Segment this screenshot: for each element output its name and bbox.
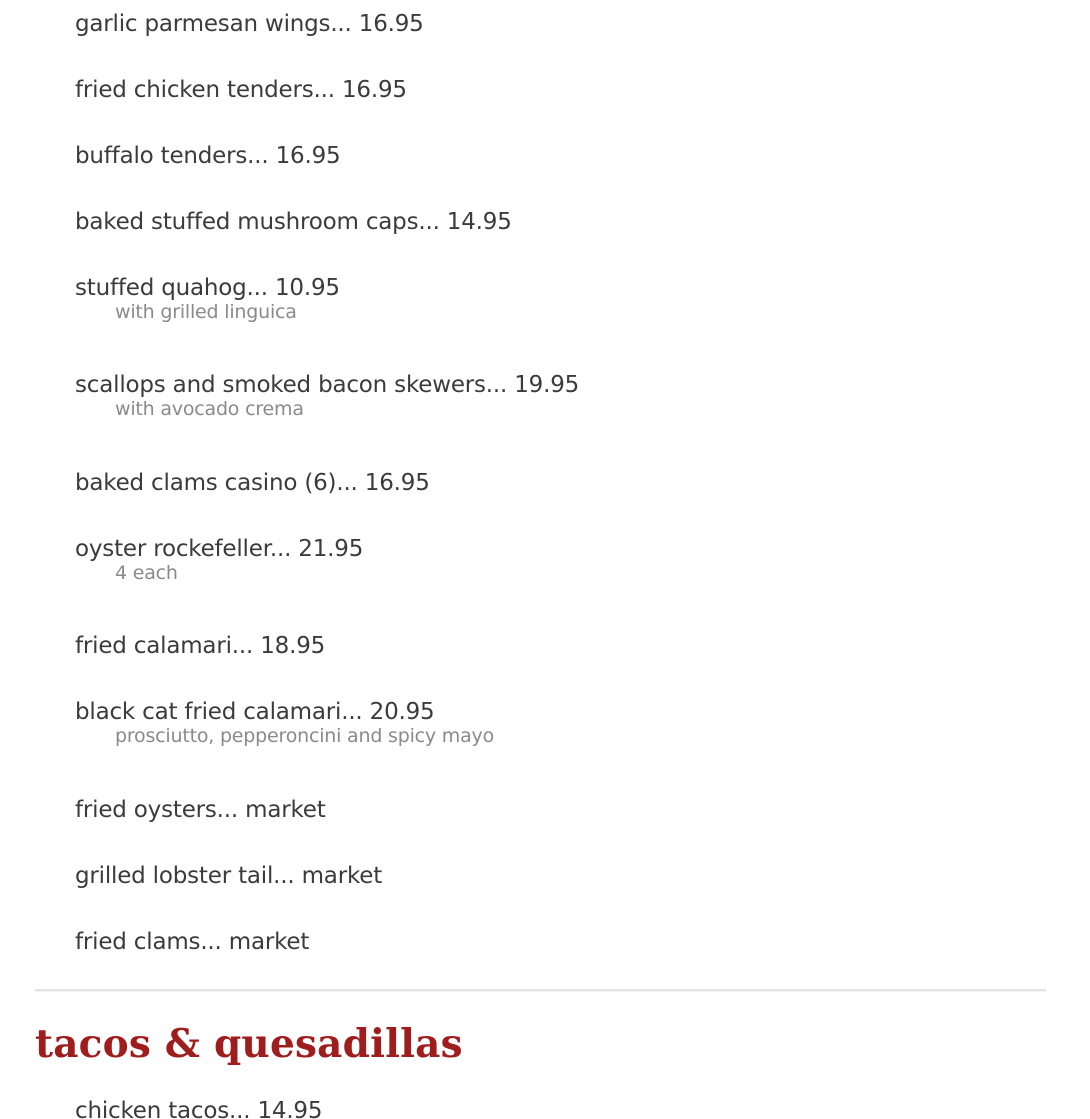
menu-item-title: baked stuffed mushroom caps... 14.95 — [75, 209, 512, 235]
menu-item-title: garlic parmesan wings... 16.95 — [75, 11, 424, 37]
menu-item-garlic-parmesan-wings — [75, 0, 1035, 48]
menu-item-title: fried clams... market — [75, 929, 310, 955]
menu-item-black-cat-fried-calamari — [75, 688, 1035, 747]
menu-item-baked-clams-casino — [75, 459, 1035, 507]
menu-item-scallops-bacon-skewers — [75, 361, 1035, 420]
menu-item-title: fried chicken tenders... 16.95 — [75, 77, 407, 103]
menu-item-buffalo-tenders — [75, 132, 1035, 180]
menu-item-description: with grilled linguica — [115, 301, 297, 323]
menu-item-fried-chicken-tenders — [75, 66, 1035, 114]
menu-item-fried-calamari — [75, 622, 1035, 670]
menu-item-title: grilled lobster tail... market — [75, 863, 383, 889]
menu-item-grilled-lobster-tail — [75, 852, 1035, 900]
menu-item-title: fried calamari... 18.95 — [75, 633, 326, 659]
menu-item-title: scallops and smoked bacon skewers... 19.95 — [75, 372, 580, 398]
menu-item-title: oyster rockefeller... 21.95 — [75, 536, 364, 562]
menu-item-title: stuffed quahog... 10.95 — [75, 275, 340, 301]
menu-item-title: black cat fried calamari... 20.95 — [75, 699, 435, 725]
menu-item-title: chicken tacos... 14.95 — [75, 1098, 323, 1119]
menu-item-description: with avocado crema — [115, 398, 304, 420]
menu-item-description: prosciutto, pepperoncini and spicy mayo — [115, 725, 495, 747]
menu-item-fried-oysters — [75, 786, 1035, 834]
section-divider — [35, 989, 1046, 992]
menu-item-fried-clams — [75, 918, 1035, 966]
menu-item-baked-stuffed-mushroom-caps — [75, 198, 1035, 246]
menu-item-title: fried oysters... market — [75, 797, 326, 823]
menu-item-chicken-tacos — [75, 1087, 1035, 1119]
menu-item-description: 4 each — [115, 562, 178, 584]
section-heading-tacos-quesadillas: tacos & quesadillas — [35, 1021, 463, 1067]
menu-item-stuffed-quahog — [75, 264, 1035, 323]
menu-item-title: buffalo tenders... 16.95 — [75, 143, 341, 169]
menu-item-oyster-rockefeller — [75, 525, 1035, 584]
menu-item-title: baked clams casino (6)... 16.95 — [75, 470, 430, 496]
